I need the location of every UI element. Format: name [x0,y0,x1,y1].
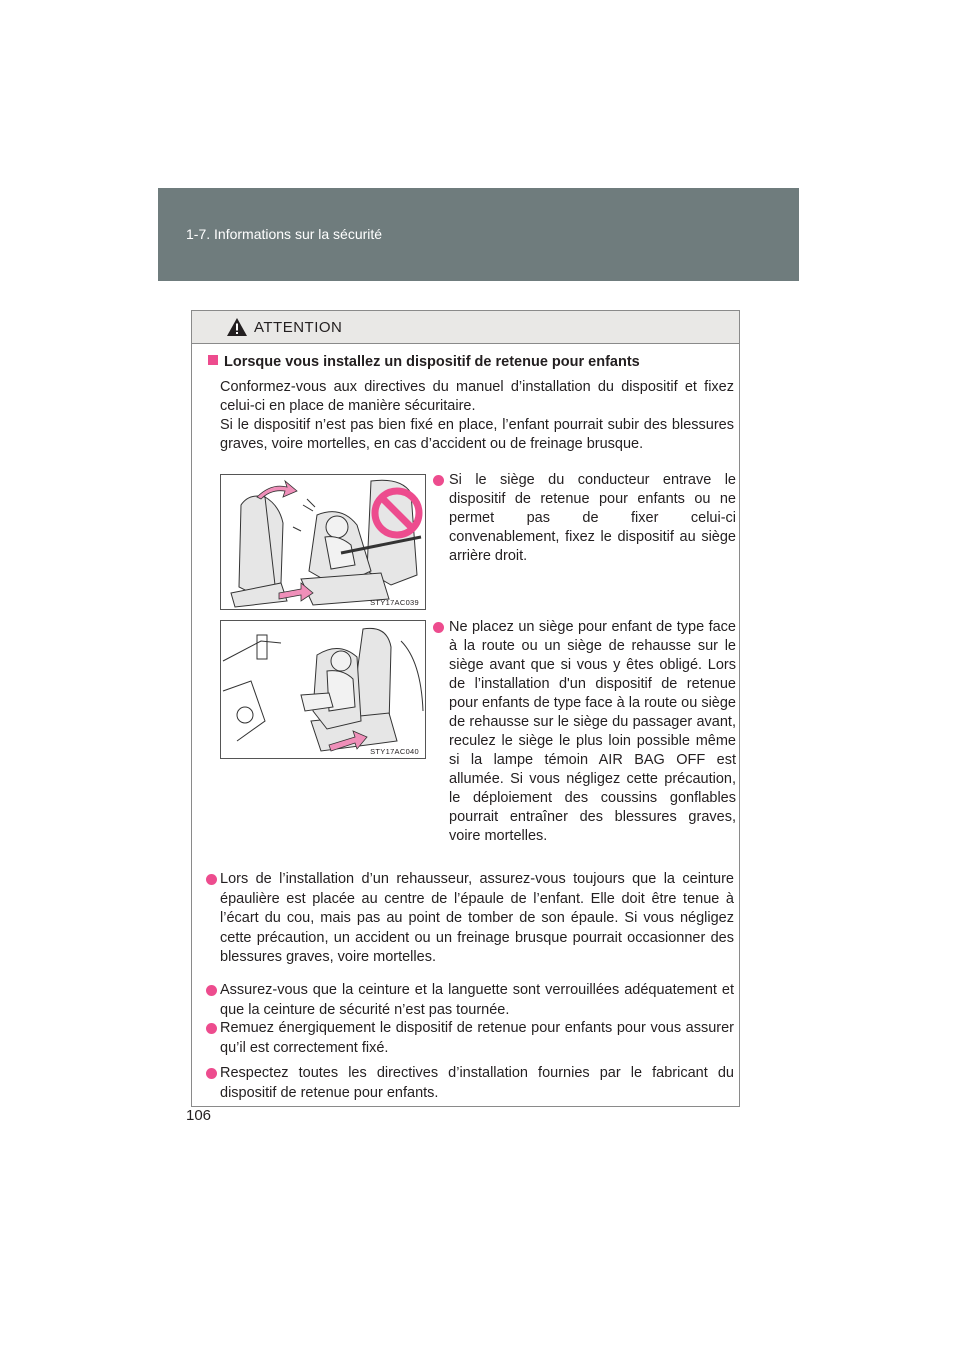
warning-box [191,310,740,1107]
bullet-text: Assurez-vous que la ceinture et la languette sont verrouillées adéquatement et que la ceinture de sécurité n’est pas tournée. [220,982,734,1018]
side-bullet [449,618,736,846]
warning-triangle-icon [226,317,248,337]
page-number: 106 [186,1107,212,1124]
section-title: 1-7. Informations sur la sécurité [186,226,383,242]
side-bullet [449,471,736,566]
subheading-text: Lorsque vous installez un dispositif de retenue pour enfants [224,354,640,370]
bullet-text: Remuez énergiquement le dispositif de retenue pour enfants pour vous assurer qu’il est correctement fixé. [220,1020,734,1056]
side-bullet-text: Ne placez un siège pour enfant de type face à la route ou un siège de rehausse sur le siège avant que si vous y êtes obligé. Lors de l’installation d'un dispositif de retenue pour enfants de type face à la route ou siège de rehausse sur le siège du passager avant, reculez le siège le plus loin possible même si la lampe témoin AIR BAG OFF est allumée. Si vous négligez cette précaution, le déploiement des coussins gonflables pourrait entraîner des blessures graves, voire mortelles. [449,619,736,844]
figure-code: STY17AC040 [370,747,419,756]
warning-box-title: ATTENTION [254,319,343,336]
bullet-dot-icon [206,1068,217,1079]
side-bullet-text: Si le siège du conducteur entrave le dispositif de retenue pour enfants ou ne permet pas de fixer celui-ci convenablement, fixez le dispositif au siège arrière droit. [449,472,736,564]
front-seat-illustration [221,621,425,758]
figure-front-seat-child [220,620,426,759]
bullet-item [220,981,734,1020]
bullet-dot-icon [433,622,444,633]
intro-line: Si le dispositif n’est pas bien fixé en place, l’enfant pourrait subir des blessures graves, voire mortelles, en cas d’accident ou de freinage brusque. [220,417,734,452]
seat-illustration [221,475,425,609]
bullet-text: Lors de l’installation d’un rehausseur, assurez-vous toujours que la ceinture épaulière est placée au centre de l’épaule de l’enfant. Elle doit être tenue à l’écart du cou, mais pas au point de tomber de son épaule. Si vous négligez cette précaution, un accident ou un freinage brusque pourrait occasionner des blessures graves, voire mortelles. [220,871,734,965]
square-bullet-icon [208,355,218,365]
bullet-dot-icon [206,874,217,885]
bullet-item [220,1019,734,1058]
bullet-text: Respectez toutes les directives d’installation fournies par le fabricant du dispositif de retenue pour enfants. [220,1065,734,1101]
figure-code: STY17AC039 [370,598,419,607]
intro-text [220,378,734,454]
bullet-dot-icon [206,985,217,996]
figure-seat-interference [220,474,426,610]
warning-box-header [192,311,739,344]
bullet-dot-icon [433,475,444,486]
bullet-item [220,870,734,968]
bullet-item [220,1064,734,1103]
bullet-dot-icon [206,1023,217,1034]
subheading [208,354,640,370]
intro-line: Conformez-vous aux directives du manuel d’installation du dispositif et fixez celui-ci en place de manière sécuritaire. [220,379,734,414]
